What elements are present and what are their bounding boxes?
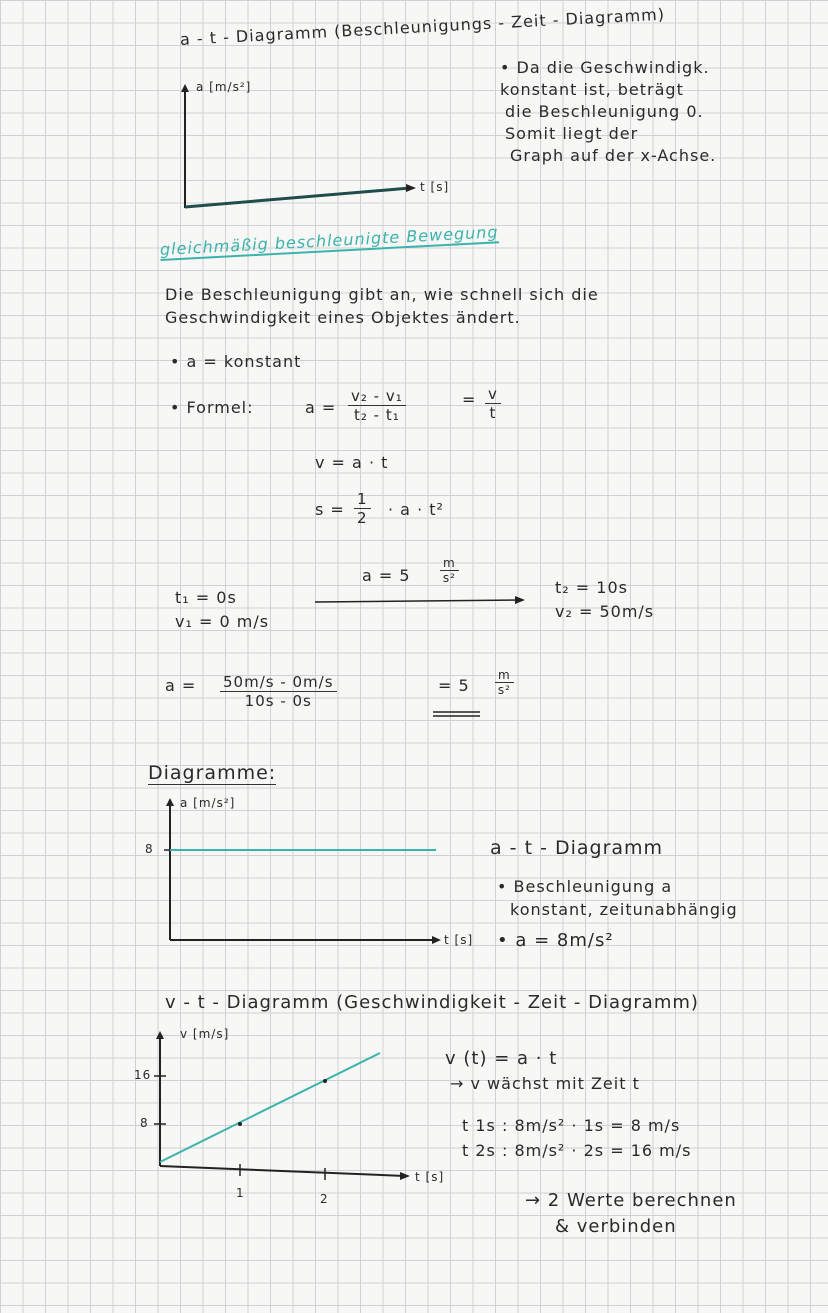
v1: v₁ = 0 m/s	[175, 612, 270, 631]
heading-text: gleichmäßig beschleunigte Bewegung	[159, 222, 500, 259]
vt-note: → 2 Werte berechnen	[525, 1190, 737, 1211]
t2: t₂ = 10s	[555, 578, 628, 597]
note-line: konstant ist, beträgt	[500, 80, 684, 99]
note-line: Somit liegt der	[505, 124, 639, 143]
at-chart	[164, 798, 441, 944]
formula-s-lhs: s =	[315, 500, 345, 519]
formula-short-fraction	[485, 385, 501, 422]
denominator: t	[489, 404, 497, 422]
at-x-label: t [s]	[420, 180, 450, 194]
at-diagram-title: a - t - Diagramm	[490, 837, 664, 859]
calc-result: = 5	[438, 676, 470, 695]
at-y-tick-label: 8	[145, 842, 154, 856]
formula-s-rhs: · a · t²	[388, 500, 444, 519]
v2: v₂ = 50m/s	[555, 602, 655, 621]
vt-x-tick-label: 1	[236, 1186, 245, 1200]
vt-title: v - t - Diagramm (Geschwindigkeit - Zeit - Diagramm)	[165, 992, 699, 1013]
at-y-label: a [m/s²]	[196, 80, 252, 94]
definition-line: Geschwindigkeit eines Objektes ändert.	[165, 308, 521, 327]
calc-unit	[495, 668, 514, 697]
arrow-unit	[440, 556, 459, 585]
formula-s-fraction	[354, 490, 371, 527]
arrow-head-icon	[515, 596, 525, 604]
x-axis-arrow-icon	[432, 936, 441, 944]
numerator: v	[485, 385, 501, 404]
diagrams-heading	[148, 762, 276, 784]
bullet-constant: • a = konstant	[170, 352, 302, 371]
vt-note: t 2s : 8m/s² · 2s = 16 m/s	[462, 1141, 692, 1160]
numerator: m	[440, 556, 459, 571]
denominator: t₂ - t₁	[353, 406, 400, 424]
note-line: • Da die Geschwindigk.	[500, 58, 710, 77]
heading-text: Diagramme:	[148, 762, 277, 784]
at-note: • a = 8m/s²	[497, 930, 614, 951]
y-axis-arrow-icon	[166, 798, 174, 806]
at-chart-top	[181, 84, 416, 208]
at-note: konstant, zeitunabhängig	[510, 900, 738, 919]
at-x-label: t [s]	[444, 933, 474, 947]
vt-y-label: v [m/s]	[180, 1027, 230, 1041]
x-axis-arrow-icon	[406, 184, 416, 192]
vt-y-tick-label: 8	[140, 1116, 149, 1130]
x-axis-arrow-icon	[400, 1172, 410, 1180]
velocity-line	[160, 1053, 380, 1162]
denominator: s²	[497, 683, 511, 697]
vt-note: v (t) = a · t	[445, 1048, 558, 1069]
t1: t₁ = 0s	[175, 588, 237, 607]
vt-x-tick-label: 2	[320, 1192, 329, 1206]
formula-lhs: a =	[305, 398, 337, 417]
denominator: 10s - 0s	[244, 692, 312, 710]
numerator: m	[495, 668, 514, 683]
note-line: die Beschleunigung 0.	[505, 102, 704, 121]
at-note: • Beschleunigung a	[497, 877, 673, 896]
at-y-label: a [m/s²]	[180, 796, 236, 810]
numerator: 1	[354, 490, 371, 509]
vt-chart	[154, 1031, 410, 1180]
formula-label: • Formel:	[170, 398, 254, 417]
x-axis-graph-line	[185, 188, 410, 207]
data-point	[238, 1122, 242, 1126]
note-line: Graph auf der x-Achse.	[510, 146, 717, 165]
denominator: s²	[442, 571, 456, 585]
transition-arrow	[315, 600, 522, 602]
vt-note: & verbinden	[555, 1216, 677, 1237]
vt-x-label: t [s]	[415, 1170, 445, 1184]
arrow-label: a = 5	[362, 566, 411, 585]
numerator: v₂ - v₁	[348, 387, 406, 406]
calc-lhs: a =	[165, 676, 197, 695]
denominator: 2	[357, 509, 368, 527]
y-axis-arrow-icon	[156, 1031, 164, 1039]
y-axis-arrow-icon	[181, 84, 189, 92]
vt-note: t 1s : 8m/s² · 1s = 8 m/s	[462, 1116, 681, 1135]
at-title: a - t - Diagramm (Beschleunigungs - Zeit - Diagramm)	[179, 4, 666, 49]
definition-line: Die Beschleunigung gibt an, wie schnell sich die	[165, 285, 599, 304]
calc-fraction	[220, 673, 337, 710]
formula-velocity: v = a · t	[315, 453, 389, 472]
vt-y-tick-label: 16	[134, 1068, 152, 1082]
formula-fraction	[348, 387, 406, 424]
vt-note: → v wächst mit Zeit t	[450, 1074, 640, 1093]
data-point	[323, 1079, 327, 1083]
x-axis	[160, 1166, 405, 1176]
formula-eq: =	[462, 390, 477, 409]
numerator: 50m/s - 0m/s	[220, 673, 337, 692]
